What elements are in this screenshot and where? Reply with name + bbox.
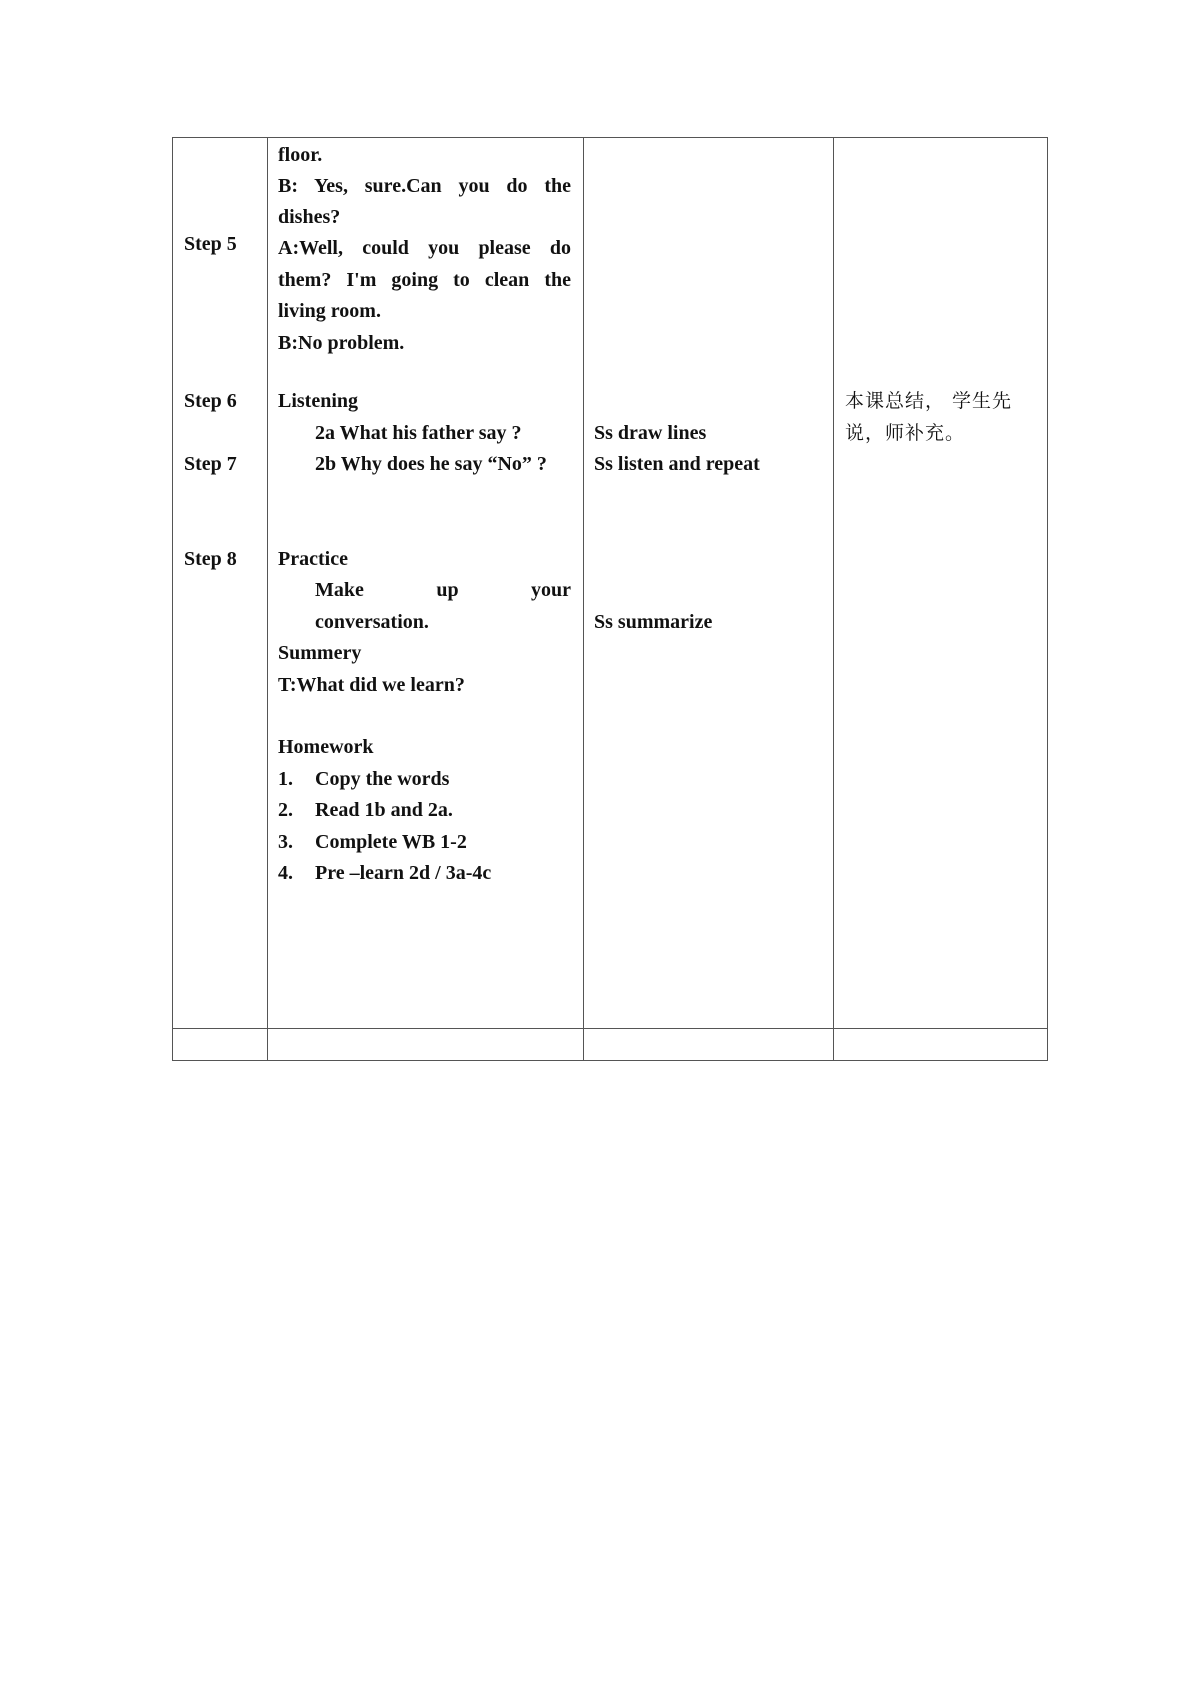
- notes-column: [834, 138, 1048, 1029]
- dialogue-line: A:Well, could you please do: [278, 237, 571, 259]
- dialogue-line: B: Yes, sure.Can you do the: [278, 175, 571, 197]
- empty-cell: [834, 1029, 1048, 1061]
- activity-summarize: Ss summarize: [594, 611, 713, 633]
- lesson-plan-table: [172, 137, 1048, 1061]
- homework-item: Pre –learn 2d / 3a-4c: [315, 862, 492, 884]
- note-line: 本课总结， 学生先: [845, 390, 1013, 412]
- note-line: 说，师补充。: [845, 422, 966, 444]
- homework-item: Read 1b and 2a.: [315, 799, 453, 821]
- table-row: [173, 138, 1048, 1029]
- listening-item-2b: 2b Why does he say “No” ?: [315, 453, 547, 475]
- dialogue-line: B:No problem.: [278, 332, 405, 354]
- dialogue-line: floor.: [278, 144, 323, 166]
- practice-heading: Practice: [278, 548, 348, 570]
- step-6-label: Step 6: [184, 390, 237, 412]
- summery-heading: Summery: [278, 642, 362, 664]
- practice-text: conversation.: [315, 611, 429, 633]
- step-column: [173, 138, 268, 1029]
- step-8-label: Step 8: [184, 548, 237, 570]
- empty-cell: [268, 1029, 584, 1061]
- step-5-label: Step 5: [184, 233, 237, 255]
- homework-item: Copy the words: [315, 768, 450, 790]
- homework-item-number: 1.: [278, 768, 293, 790]
- practice-text: Make up your: [315, 579, 571, 601]
- homework-item: Complete WB 1-2: [315, 831, 467, 853]
- dialogue-line: them? I'm going to clean the: [278, 269, 571, 291]
- listening-heading: Listening: [278, 390, 359, 412]
- empty-cell: [584, 1029, 834, 1061]
- homework-item-number: 2.: [278, 799, 293, 821]
- homework-item-number: 3.: [278, 831, 293, 853]
- content-column: [268, 138, 584, 1029]
- listening-item-2a: 2a What his father say ?: [315, 422, 522, 444]
- activity-draw-lines: Ss draw lines: [594, 422, 707, 444]
- dialogue-line: living room.: [278, 300, 381, 322]
- dialogue-line: dishes?: [278, 206, 341, 228]
- summery-question: T:What did we learn?: [278, 674, 465, 696]
- homework-heading: Homework: [278, 736, 374, 758]
- homework-item-number: 4.: [278, 862, 293, 884]
- activity-column: [584, 138, 834, 1029]
- activity-listen-repeat: Ss listen and repeat: [594, 453, 760, 475]
- table-row: [173, 1029, 1048, 1061]
- empty-cell: [173, 1029, 268, 1061]
- step-7-label: Step 7: [184, 453, 237, 475]
